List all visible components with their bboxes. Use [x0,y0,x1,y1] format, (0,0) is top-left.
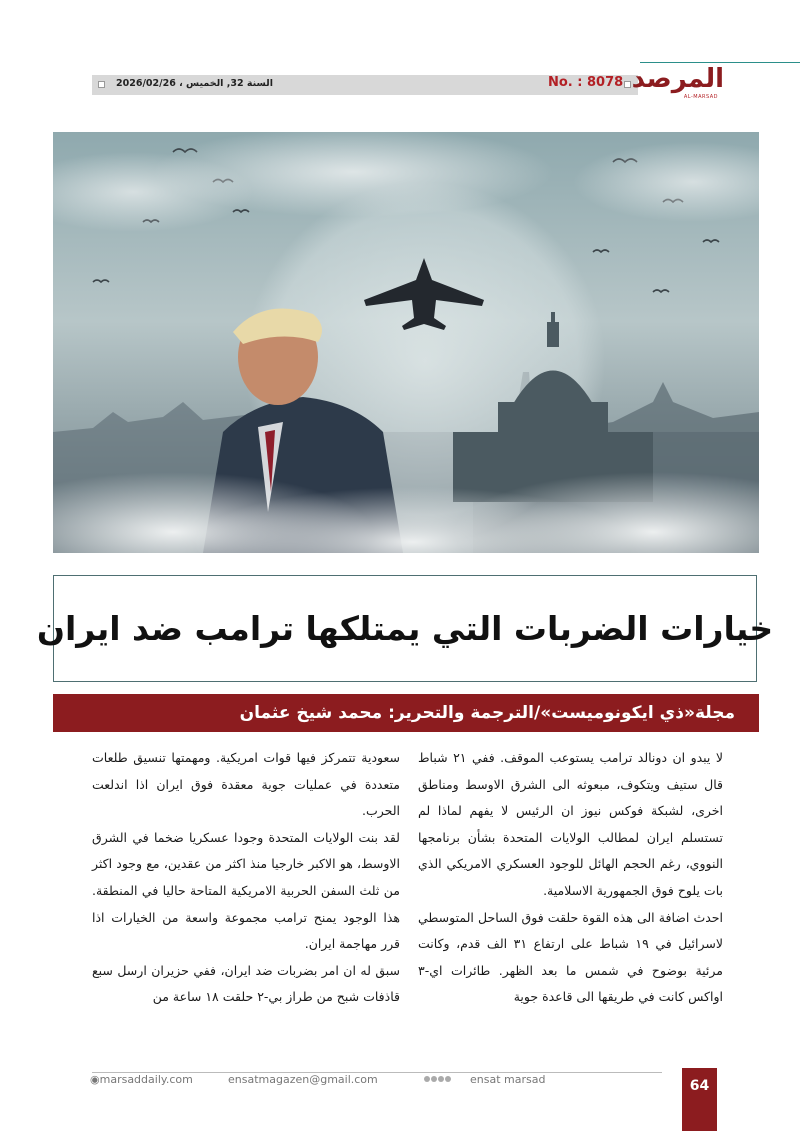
article-headline: خيارات الضربات التي يمتلكها ترامب ضد ايران [36,609,774,648]
facebook-icon[interactable] [424,1076,430,1082]
logo-wordmark: المرصد [631,64,724,94]
website-text: marsaddaily.com [99,1073,193,1086]
byline-bar [53,694,759,732]
instagram-icon[interactable] [438,1076,444,1082]
youtube-icon[interactable] [445,1076,451,1082]
headline-box [36,575,774,682]
header-marker-left [98,81,105,88]
logo-subtitle: AL-MARSAD [683,94,718,100]
footer-website[interactable] [90,1073,193,1086]
issue-date-line: السنة 32, الخميس ، 2026/02/26 [116,78,273,89]
paragraph: سعودية تتمركز فيها قوات امريكية. ومهمتها تنسيق طلعات متعددة في عمليات جوية معقدة فوق ايران اذا اندلعت الحرب. [92,750,400,819]
header-marker-right [624,81,631,88]
social-icons [424,1076,451,1082]
page-number: 64 [682,1068,717,1131]
article-byline: مجلة«ذي ايكونوميست»/الترجمة والتحرير: محمد شيخ عثمان [239,703,735,723]
header-top-rule [640,62,800,63]
paragraph: احدث اضافة الى هذه القوة حلقت فوق الساحل المتوسطي لاسرائيل في ١٩ شباط على ارتفاع ٣١ الف قدم، وكانت مرئية بوضوح في شمس ما بعد الظهر. طائرات اي-٣ اواكس كانت في طريقها الى قاعدة جوية [418,909,723,1005]
footer-email[interactable]: ensatmagazen@gmail.com [228,1073,378,1086]
globe-icon: ◉ [90,1073,100,1086]
article-column-right [418,745,723,1011]
paragraph: لا يبدو ان دونالد ترامب يستوعب الموقف. ففي ٢١ شباط قال ستيف ويتكوف، مبعوثه الى الشرق الاوسط ومناطق اخرى، لشبكة فوكس نيوز ان الرئيس لا يفهم لماذا لم تستسلم ايران لمطالب الولايات المتحدة بشأن برنامجها النووي، رغم الحجم الهائل للوجود العسكري الامريكي الذي بات يلوح فوق الجمهورية الاسلامية. [418,750,723,898]
article-column-left [92,745,400,1011]
footer-social-handle: ensat marsad [470,1073,546,1086]
hero-illustration [53,132,759,553]
hero-illustration-svg [53,132,759,553]
paragraph: سبق له ان امر بضربات ضد ايران، ففي حزيران ارسل سبع قاذفات شبح من طراز بي-٢ حلقت ١٨ ساعة من [92,962,400,1005]
paragraph: لقد بنت الولايات المتحدة وجودا عسكريا ضخما في الشرق الاوسط، هو الاكبر خارجيا منذ اكثر من عقدين، مع وجود اكثر من ثلث السفن الحربية الامريكية المتاحة حاليا في المنطقة. هذا الوجود يمنح ترامب مجموعة واسعة من الخيارات اذا قرر مهاجمة ايران. [92,829,400,952]
issue-number: No. : 8078 [548,75,624,90]
publication-logo [631,64,724,104]
twitter-icon[interactable] [431,1076,437,1082]
